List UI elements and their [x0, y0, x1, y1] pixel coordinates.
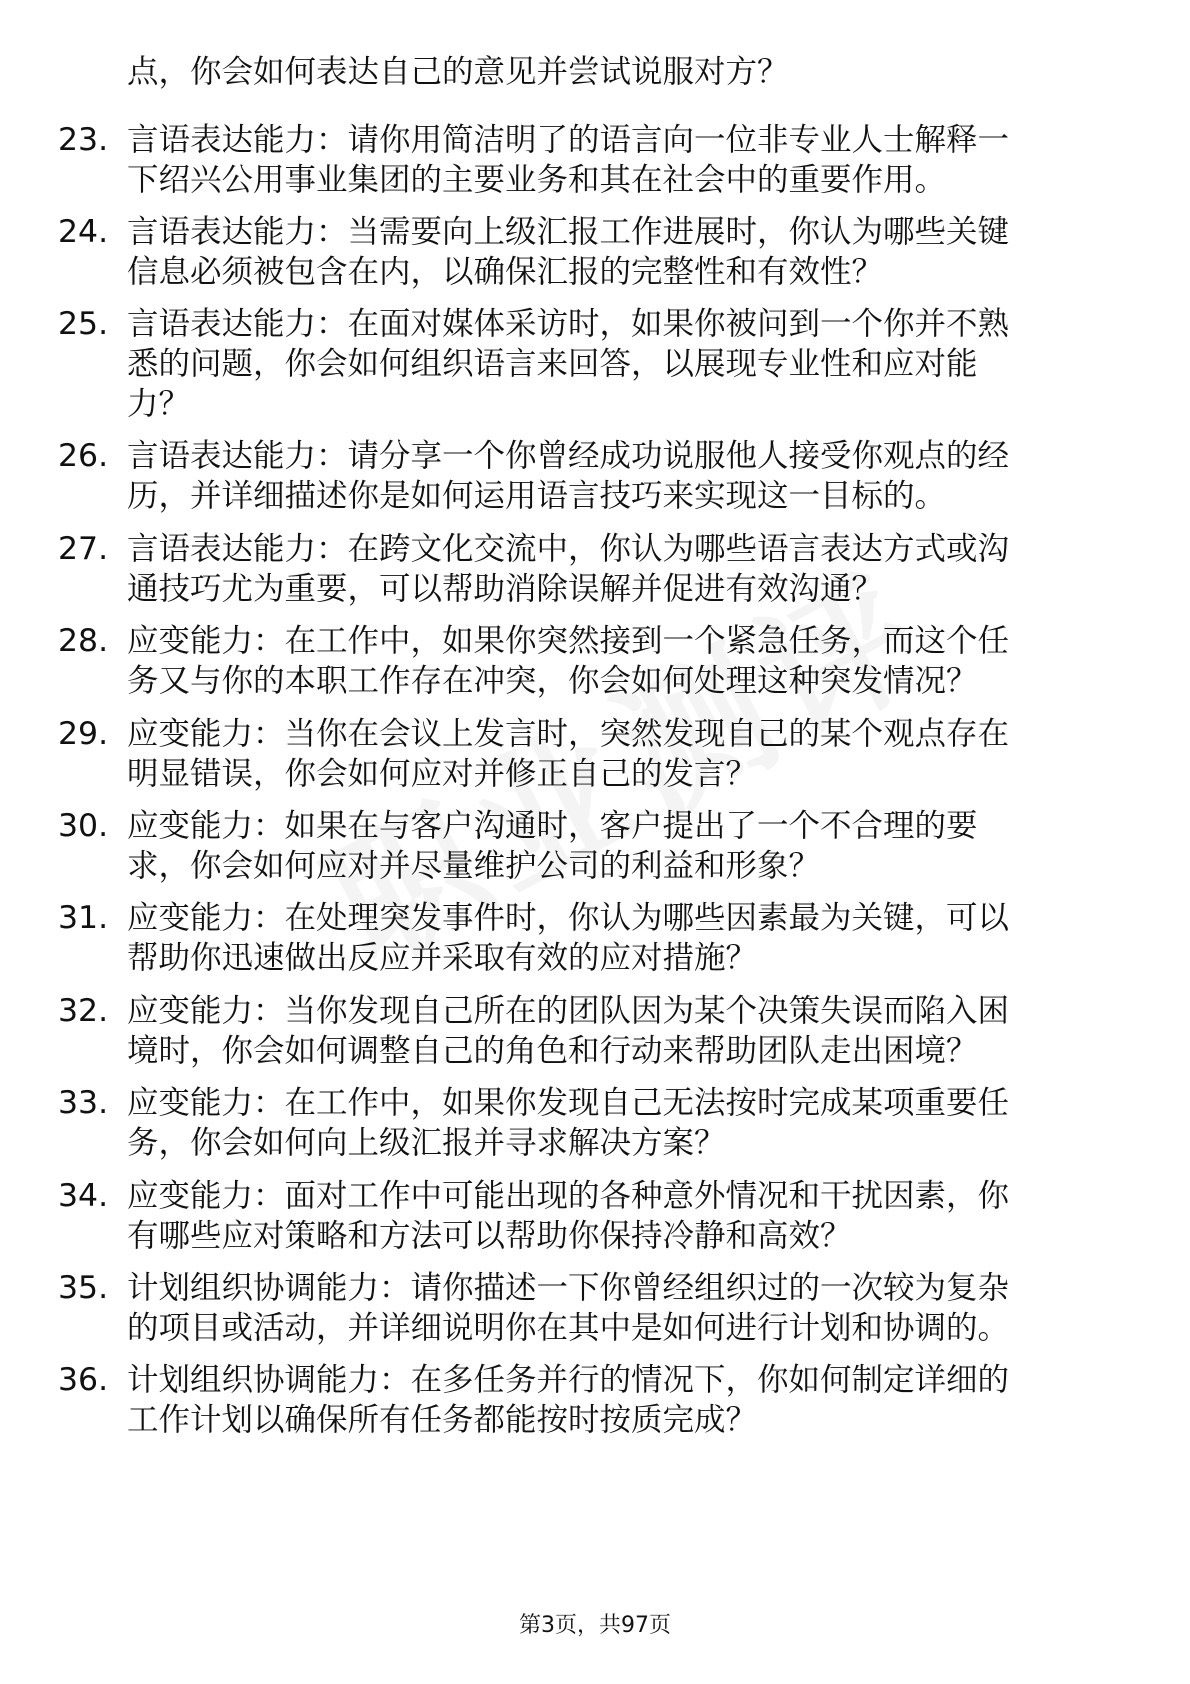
question-line: 计划组织协调能力：在多任务并行的情况下，你如何制定详细的: [127, 1362, 1010, 1398]
question-text: [127, 1360, 1117, 1440]
question-number: 34.: [58, 1178, 109, 1214]
question-text: [127, 714, 1117, 794]
question-line: 应变能力：在工作中，如果你突然接到一个紧急任务，而这个任: [127, 623, 1010, 659]
question-text: [127, 621, 1117, 701]
question-line: 务又与你的本职工作存在冲突，你会如何处理这种突发情况？: [127, 663, 978, 699]
question-number: 26.: [58, 438, 109, 474]
question-line: 务，你会如何向上级汇报并寻求解决方案？: [127, 1125, 726, 1161]
question-line: 下绍兴公用事业集团的主要业务和其在社会中的重要作用。: [127, 162, 947, 198]
question-line: 求，你会如何应对并尽量维护公司的利益和形象？: [127, 848, 821, 884]
page-footer: 第3页，共97页: [519, 1613, 671, 1638]
question-text: [127, 436, 1117, 516]
question-number: 30.: [58, 808, 109, 844]
question-line: 言语表达能力：在面对媒体采访时，如果你被问到一个你并不熟: [127, 306, 1010, 342]
question-line: 信息必须被包含在内，以确保汇报的完整性和有效性？: [127, 254, 884, 290]
question-line: 境时，你会如何调整自己的角色和行动来帮助团队走出困境？: [127, 1033, 978, 1069]
question-number: 32.: [58, 993, 109, 1029]
question-text: [127, 991, 1117, 1071]
question-text: [127, 806, 1117, 886]
question-line: 应变能力：当你在会议上发言时，突然发现自己的某个观点存在: [127, 716, 1010, 752]
question-text: [127, 1268, 1117, 1348]
question-number: 29.: [58, 716, 109, 752]
question-text: [127, 212, 1117, 292]
question-text: [127, 304, 1117, 424]
question-number: 24.: [58, 214, 109, 250]
question-text: [127, 898, 1117, 978]
question-number: 25.: [58, 306, 109, 342]
question-line: 悉的问题，你会如何组织语言来回答，以展现专业性和应对能: [127, 346, 978, 382]
question-continuation: 点，你会如何表达自己的意见并尝试说服对方？: [127, 54, 789, 90]
question-line: 应变能力：在工作中，如果你发现自己无法按时完成某项重要任: [127, 1085, 1010, 1121]
question-line: 言语表达能力：请分享一个你曾经成功说服他人接受你观点的经: [127, 438, 1010, 474]
question-line: 帮助你迅速做出反应并采取有效的应对措施？: [127, 940, 758, 976]
question-number: 36.: [58, 1362, 109, 1398]
question-text: [127, 1176, 1117, 1256]
question-line: 计划组织协调能力：请你描述一下你曾经组织过的一次较为复杂: [127, 1270, 1010, 1306]
question-number: 27.: [58, 531, 109, 567]
question-line: 应变能力：如果在与客户沟通时，客户提出了一个不合理的要: [127, 808, 978, 844]
question-line: 明显错误，你会如何应对并修正自己的发言？: [127, 756, 758, 792]
question-line: 有哪些应对策略和方法可以帮助你保持冷静和高效？: [127, 1218, 852, 1254]
question-number: 31.: [58, 900, 109, 936]
question-line: 通技巧尤为重要，可以帮助消除误解并促进有效沟通？: [127, 571, 884, 607]
question-line: 应变能力：在处理突发事件时，你认为哪些因素最为关键，可以: [127, 900, 1010, 936]
question-line: 言语表达能力：在跨文化交流中，你认为哪些语言表达方式或沟: [127, 531, 1010, 567]
question-line: 言语表达能力：请你用简洁明了的语言向一位非专业人士解释一: [127, 122, 1010, 158]
question-line: 工作计划以确保所有任务都能按时按质完成？: [127, 1402, 758, 1438]
question-line: 历，并详细描述你是如何运用语言技巧来实现这一目标的。: [127, 478, 947, 514]
question-line: 言语表达能力：当需要向上级汇报工作进展时，你认为哪些关键: [127, 214, 1010, 250]
question-line: 应变能力：当你发现自己所在的团队因为某个决策失误而陷入困: [127, 993, 1010, 1029]
question-number: 35.: [58, 1270, 109, 1306]
question-line: 应变能力：面对工作中可能出现的各种意外情况和干扰因素，你: [127, 1178, 1010, 1214]
question-text: [127, 120, 1117, 200]
question-line: 的项目或活动，并详细说明你在其中是如何进行计划和协调的。: [127, 1310, 1010, 1346]
question-line: 力？: [127, 386, 191, 422]
question-text: [127, 1083, 1117, 1163]
question-text: [127, 529, 1117, 609]
question-number: 33.: [58, 1085, 109, 1121]
question-number: 28.: [58, 623, 109, 659]
question-number: 23.: [58, 122, 109, 158]
